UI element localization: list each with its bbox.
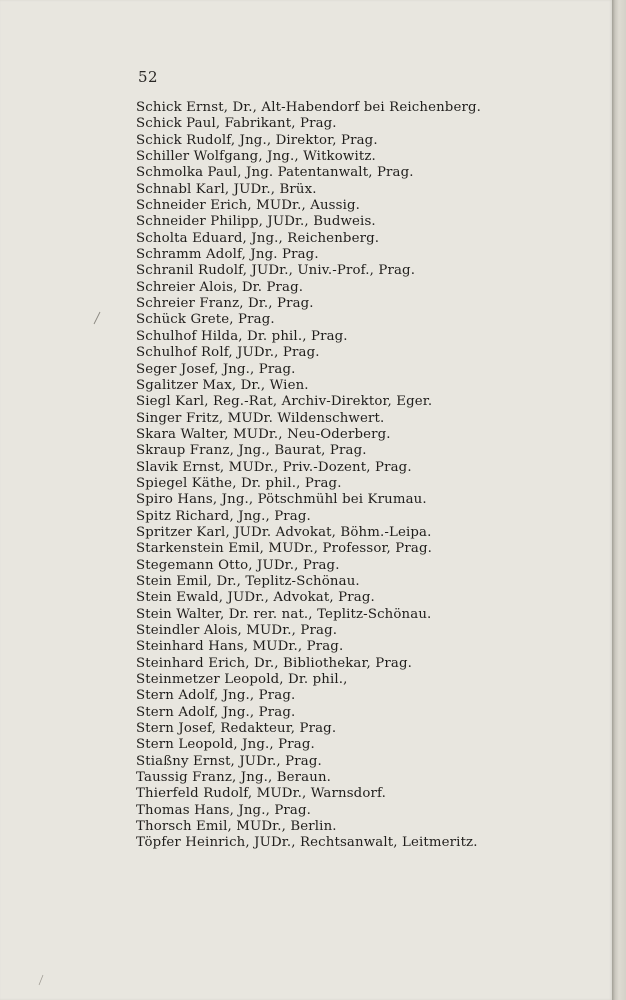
- list-item: Spiro Hans, Jng., Pötschmühl bei Krumau.: [136, 492, 427, 508]
- list-item: Spritzer Karl, JUDr. Advokat, Böhm.-Leipa.: [136, 524, 432, 540]
- list-item: Schulhof Rolf, JUDr., Prag.: [136, 345, 320, 361]
- member-list: [136, 100, 481, 852]
- list-item: Skara Walter, MUDr., Neu-Oderberg.: [136, 426, 391, 442]
- list-item: Schick Ernst, Dr., Alt-Habendorf bei Reichenberg.: [136, 100, 482, 115]
- list-item: Töpfer Heinrich, JUDr., Rechtsanwalt, Leitmeritz.: [136, 835, 478, 851]
- list-item: Stein Emil, Dr., Teplitz-Schönau.: [136, 573, 360, 589]
- list-item: Schnabl Karl, JUDr., Brüx.: [136, 181, 317, 197]
- list-item: Stern Leopold, Jng., Prag.: [136, 737, 315, 753]
- list-item: Schreier Alois, Dr. Prag.: [136, 279, 304, 295]
- list-item: Schramm Adolf, Jng. Prag.: [136, 247, 319, 263]
- list-item: Steindler Alois, MUDr., Prag.: [136, 623, 338, 638]
- list-item: Thomas Hans, Jng., Prag.: [136, 802, 312, 818]
- list-item: Schreier Franz, Dr., Prag.: [136, 296, 314, 312]
- list-item: Slavik Ernst, MUDr., Priv.-Dozent, Prag.: [136, 459, 412, 475]
- list-item: Sgalitzer Max, Dr., Wien.: [136, 377, 309, 393]
- list-item: Steinhard Erich, Dr., Bibliothekar, Prag.: [136, 655, 413, 671]
- list-item: Schmolka Paul, Jng. Patentanwalt, Prag.: [136, 165, 414, 181]
- list-item: Siegl Karl, Reg.-Rat, Archiv-Direktor, Eger.: [136, 394, 433, 410]
- list-item: Starkenstein Emil, MUDr., Professor, Prag.: [136, 541, 433, 557]
- list-item: Seger Josef, Jng., Prag.: [136, 361, 296, 377]
- list-item: Schick Paul, Fabrikant, Prag.: [136, 116, 337, 132]
- list-item: Schneider Erich, MUDr., Aussig.: [136, 198, 361, 214]
- list-item: Stegemann Otto, JUDr., Prag.: [136, 557, 340, 573]
- pencil-mark: [92, 311, 102, 325]
- pencil-mark: [37, 974, 45, 986]
- list-item: Thierfeld Rudolf, MUDr., Warnsdorf.: [136, 786, 386, 802]
- list-item: Skraup Franz, Jng., Baurat, Prag.: [136, 443, 367, 459]
- list-item: Scholta Eduard, Jng., Reichenberg.: [136, 230, 380, 246]
- page-number: 52: [138, 68, 159, 86]
- list-item: Schneider Philipp, JUDr., Budweis.: [136, 214, 376, 230]
- list-item: Stiaßny Ernst, JUDr., Prag.: [136, 753, 322, 769]
- list-item: Schick Rudolf, Jng., Direktor, Prag.: [136, 132, 378, 148]
- list-item: Stein Walter, Dr. rer. nat., Teplitz-Schönau.: [136, 606, 432, 622]
- list-item: Stern Adolf, Jng., Prag.: [136, 688, 296, 704]
- list-item: Stein Ewald, JUDr., Advokat, Prag.: [136, 590, 375, 606]
- list-item: Schiller Wolfgang, Jng., Witkowitz.: [136, 149, 376, 165]
- list-item: Stern Josef, Redakteur, Prag.: [136, 721, 337, 737]
- list-item: Taussig Franz, Jng., Beraun.: [136, 770, 332, 786]
- list-item: Thorsch Emil, MUDr., Berlin.: [136, 819, 337, 835]
- list-item: Schranil Rudolf, JUDr., Univ.-Prof., Prag.: [136, 263, 416, 279]
- list-item: Schück Grete, Prag.: [136, 312, 275, 328]
- list-item: Singer Fritz, MUDr. Wildenschwert.: [136, 410, 385, 426]
- list-item: Schulhof Hilda, Dr. phil., Prag.: [136, 328, 348, 344]
- list-item: Spiegel Käthe, Dr. phil., Prag.: [136, 475, 342, 491]
- list-item: Steinmetzer Leopold, Dr. phil.,: [136, 672, 348, 688]
- book-spine-edge: [612, 0, 626, 1000]
- list-item: Spitz Richard, Jng., Prag.: [136, 508, 311, 524]
- list-item: Steinhard Hans, MUDr., Prag.: [136, 639, 344, 655]
- list-item: Stern Adolf, Jng., Prag.: [136, 704, 296, 720]
